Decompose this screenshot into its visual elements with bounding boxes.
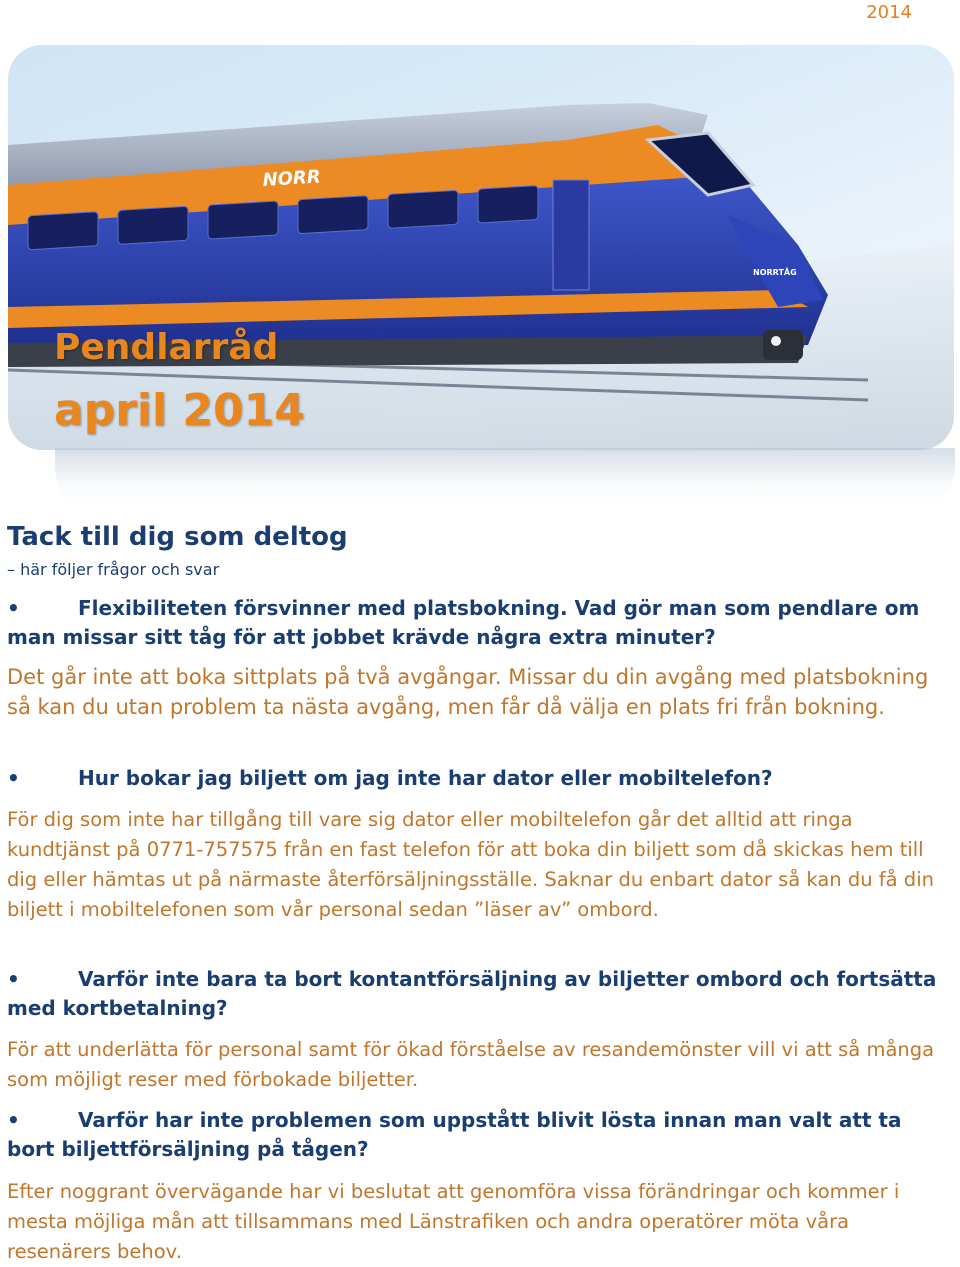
answer-3: För att underlätta för personal samt för ökad förståelse av resandemönster vill vi att så många som möjligt reser med förbokade biljetter. <box>7 1038 935 1091</box>
question-3 <box>7 965 947 1023</box>
answer-4: Efter noggrant övervägande har vi beslutat att genomföra vissa förändringar och kommer i mesta möjliga mån att tillsammans med Länstrafiken och andra operatörer möta våra resenärers behov. <box>7 1180 900 1263</box>
intro-subheading: – här följer frågor och svar <box>7 560 220 579</box>
bullet-icon: • <box>7 1108 20 1132</box>
question-text: Flexibiliteten försvinner med platsbokning. Vad gör man som pendlare om man missar sitt tåg för att jobbet krävde några extra minuter? <box>7 596 920 649</box>
hero-title-line1: Pendlarråd <box>54 327 279 368</box>
answer-1: Det går inte att boka sittplats på två avgångar. Missar du din avgång med platsbokning så kan du utan problem ta nästa avgång, men får då välja en plats fri från bokning. <box>7 665 929 719</box>
hero-reflection <box>55 448 955 508</box>
intro-heading: Tack till dig som deltog <box>7 522 348 552</box>
hero-banner <box>8 45 954 450</box>
header-year: 2014 <box>866 2 912 23</box>
question-text: Varför har inte problemen som uppstått blivit lösta innan man valt att ta bort biljettförsäljning på tågen? <box>7 1108 902 1161</box>
question-4 <box>7 1106 947 1164</box>
question-text: Varför inte bara ta bort kontantförsäljning av biljetter ombord och fortsätta med kortbetalning? <box>7 967 937 1020</box>
question-1 <box>7 594 947 652</box>
answer-2: För dig som inte har tillgång till vare sig dator eller mobiltelefon går det alltid att ringa kundtjänst på 0771-757575 från en fast telefon för att boka din biljett som då skickas hem till dig eller hämtas ut på närmaste återförsäljningsställe. Saknar du enbart dator så kan du få din biljett i mobiltelefonen som vår personal sedan ”läser av” ombord. <box>7 808 934 921</box>
question-text: Hur bokar jag biljett om jag inte har dator eller mobiltelefon? <box>78 766 773 790</box>
bullet-icon: • <box>7 967 20 991</box>
question-2 <box>7 764 947 793</box>
bullet-icon: • <box>7 766 20 790</box>
bullet-icon: • <box>7 596 20 620</box>
svg-text:NORRTÅG: NORRTÅG <box>753 268 797 277</box>
svg-text:NORRTÅG: NORRTÅG <box>262 164 362 191</box>
hero-title-line2: april 2014 <box>54 385 305 436</box>
